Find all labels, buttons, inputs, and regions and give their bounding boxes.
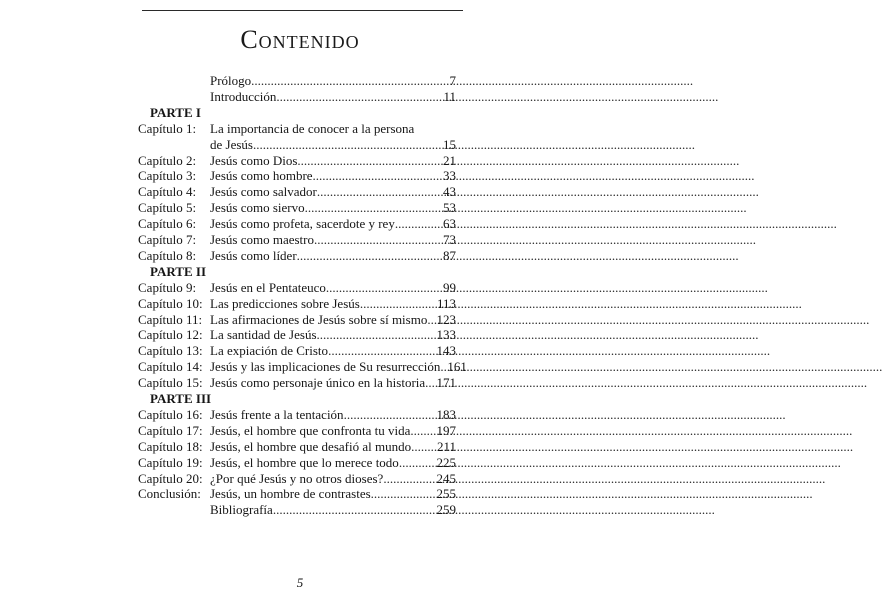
toc-entry bbox=[210, 327, 456, 343]
chapter-title: Las predicciones sobre Jesús bbox=[210, 295, 360, 311]
page-number-ref: 197 bbox=[436, 422, 456, 438]
toc-row bbox=[0, 153, 600, 169]
chapter-title: Jesús como salvador bbox=[210, 184, 317, 200]
page-number-ref: 113 bbox=[436, 295, 456, 311]
chapter-label: Capítulo 11: bbox=[138, 311, 203, 327]
toc-entry bbox=[210, 375, 456, 391]
toc-row bbox=[0, 248, 600, 264]
toc-entry bbox=[210, 439, 456, 455]
page-number-ref: 183 bbox=[436, 406, 456, 422]
toc-row bbox=[0, 200, 600, 216]
chapter-title: La expiación de Cristo bbox=[210, 343, 329, 359]
chapter-label: Capítulo 13: bbox=[138, 343, 203, 359]
toc-entry bbox=[210, 89, 456, 105]
toc-row bbox=[0, 343, 600, 359]
toc-row bbox=[0, 89, 600, 105]
dot-leader bbox=[427, 312, 435, 328]
dot-leader bbox=[305, 200, 442, 216]
chapter-label: Capítulo 8: bbox=[138, 247, 197, 263]
dot-leader bbox=[317, 184, 442, 200]
dot-leader bbox=[395, 216, 442, 232]
dot-leader bbox=[297, 248, 442, 264]
toc-row bbox=[0, 137, 600, 153]
page-number-ref: 171 bbox=[436, 375, 456, 391]
page-number-ref: 87 bbox=[443, 247, 456, 263]
toc-row bbox=[0, 327, 600, 343]
toc-entry bbox=[210, 359, 467, 375]
dot-leader bbox=[344, 407, 436, 423]
chapter-title: Jesús, un hombre de contrastes bbox=[210, 486, 371, 502]
toc-entry bbox=[210, 200, 456, 216]
toc-entry bbox=[210, 73, 456, 89]
page-number-ref: 245 bbox=[436, 470, 456, 486]
toc-entry bbox=[210, 248, 456, 264]
toc-entry bbox=[210, 471, 456, 487]
chapter-label: Capítulo 3: bbox=[138, 168, 197, 184]
dot-leader bbox=[411, 439, 436, 455]
chapter-label: Capítulo 20: bbox=[138, 470, 203, 486]
page-number-ref: 161 bbox=[447, 359, 467, 375]
dot-leader bbox=[425, 375, 435, 391]
toc-row bbox=[0, 423, 600, 439]
page-number-ref: 143 bbox=[436, 343, 456, 359]
dot-leader bbox=[360, 296, 436, 312]
toc-row bbox=[0, 296, 600, 312]
chapter-title: Las afirmaciones de Jesús sobre sí mismo bbox=[210, 311, 428, 327]
page-number: 5 bbox=[296, 575, 304, 590]
toc-row bbox=[0, 407, 600, 423]
toc-entry bbox=[210, 216, 456, 232]
toc-entry bbox=[210, 184, 456, 200]
chapter-label: Capítulo 15: bbox=[138, 375, 203, 391]
chapter-title: Bibliografía bbox=[210, 502, 273, 518]
page-number-ref: 15 bbox=[443, 136, 456, 152]
toc-row bbox=[0, 375, 600, 391]
toc-row bbox=[0, 184, 600, 200]
toc-row bbox=[0, 216, 600, 232]
toc-row bbox=[0, 471, 600, 487]
chapter-title: Jesús como maestro bbox=[210, 232, 314, 247]
chapter-title: Jesús frente a la tentación bbox=[210, 406, 344, 422]
page-title: Contenido bbox=[240, 25, 360, 54]
chapter-label: Capítulo 17: bbox=[138, 422, 203, 438]
dot-leader bbox=[399, 455, 436, 471]
page-number-ref: 63 bbox=[443, 216, 456, 232]
page-number-ref: 123 bbox=[436, 311, 456, 327]
toc-row bbox=[0, 391, 600, 407]
toc-row bbox=[0, 121, 600, 137]
chapter-title: Introducción bbox=[210, 88, 277, 104]
dot-leader bbox=[276, 89, 442, 105]
page-number-ref: 53 bbox=[443, 200, 456, 216]
toc-row bbox=[0, 232, 600, 248]
toc-entry bbox=[210, 280, 456, 296]
toc-entry bbox=[210, 486, 456, 502]
part-heading: PARTE III bbox=[150, 391, 212, 406]
chapter-title: Jesús como hombre bbox=[210, 168, 313, 184]
chapter-label: Capítulo 1: bbox=[138, 120, 197, 136]
page-number-ref: 73 bbox=[443, 232, 456, 247]
chapter-title: Jesús en el Pentateuco bbox=[210, 279, 326, 295]
page-number-ref: 225 bbox=[436, 454, 456, 470]
chapter-title: Jesús, el hombre que confronta tu vida bbox=[210, 422, 411, 438]
toc-entry bbox=[210, 502, 456, 518]
chapter-label: Capítulo 18: bbox=[138, 438, 203, 454]
chapter-title: Jesús como profeta, sacerdote y rey bbox=[210, 216, 395, 232]
toc-row bbox=[0, 280, 600, 296]
chapter-title: Prólogo bbox=[210, 73, 252, 88]
chapter-title: Jesús como siervo bbox=[210, 200, 305, 216]
dot-leader bbox=[326, 280, 442, 296]
dot-leader bbox=[371, 486, 436, 502]
page-number-ref: 255 bbox=[436, 486, 456, 502]
chapter-label: Capítulo 16: bbox=[138, 406, 203, 422]
toc-row bbox=[0, 105, 600, 121]
chapter-title: Jesús, el hombre que desafió al mundo bbox=[210, 438, 412, 454]
chapter-title: Jesús y las implicaciones de Su resurrección bbox=[210, 359, 441, 375]
chapter-label: Conclusión: bbox=[138, 486, 201, 502]
page-number-ref: 21 bbox=[443, 152, 456, 168]
dot-leader bbox=[313, 168, 442, 184]
chapter-title: Jesús, el hombre que lo merece todo bbox=[210, 454, 399, 470]
chapter-title: Jesús como líder bbox=[210, 247, 297, 263]
page-number-ref: 33 bbox=[443, 168, 456, 184]
page-number-ref: 43 bbox=[443, 184, 456, 200]
toc-entry bbox=[210, 455, 456, 471]
dot-leader bbox=[328, 343, 435, 359]
toc-row bbox=[0, 264, 600, 280]
chapter-label: Capítulo 5: bbox=[138, 200, 197, 216]
chapter-label: Capítulo 9: bbox=[138, 279, 197, 295]
chapter-label: Capítulo 6: bbox=[138, 216, 197, 232]
chapter-label: Capítulo 12: bbox=[138, 327, 203, 343]
page-number-ref: 99 bbox=[443, 279, 456, 295]
page-number-ref: 211 bbox=[436, 438, 456, 454]
dot-leader bbox=[314, 232, 442, 248]
toc-row bbox=[0, 486, 600, 502]
chapter-title: de Jesús bbox=[210, 136, 253, 152]
chapter-title: Jesús como personaje único en la historia bbox=[210, 375, 426, 391]
chapter-label: Capítulo 19: bbox=[138, 454, 203, 470]
toc-entry bbox=[210, 153, 456, 169]
dot-leader bbox=[383, 471, 435, 487]
toc-entry bbox=[210, 168, 456, 184]
chapter-label: Capítulo 7: bbox=[138, 232, 197, 247]
dot-leader bbox=[317, 327, 436, 343]
page-number-ref: 259 bbox=[436, 502, 456, 518]
dot-leader bbox=[251, 73, 448, 89]
toc-row bbox=[0, 73, 600, 89]
page-number-ref: 133 bbox=[436, 327, 456, 343]
chapter-label: Capítulo 2: bbox=[138, 152, 197, 168]
toc-entry bbox=[210, 423, 456, 439]
toc-row bbox=[0, 439, 600, 455]
page-number-ref: 11 bbox=[443, 88, 456, 104]
chapter-title: La importancia de conocer a la persona bbox=[210, 120, 415, 136]
part-heading: PARTE I bbox=[150, 104, 201, 120]
toc-row bbox=[0, 168, 600, 184]
dot-leader bbox=[297, 153, 442, 169]
toc-entry bbox=[210, 312, 456, 328]
toc-entry bbox=[210, 343, 456, 359]
chapter-label: Capítulo 10: bbox=[138, 295, 203, 311]
chapter-title: La santidad de Jesús bbox=[210, 327, 317, 343]
chapter-label: Capítulo 14: bbox=[138, 359, 203, 375]
chapter-title: Jesús como Dios bbox=[210, 152, 298, 168]
toc-entry bbox=[210, 296, 456, 312]
part-heading: PARTE II bbox=[150, 263, 207, 279]
dot-leader bbox=[253, 137, 442, 153]
toc-entry bbox=[210, 407, 456, 423]
chapter-title: ¿Por qué Jesús y no otros dioses? bbox=[210, 470, 384, 486]
toc-entry bbox=[210, 232, 456, 248]
dot-leader bbox=[273, 502, 436, 518]
toc-row bbox=[0, 502, 600, 518]
toc-row bbox=[0, 359, 600, 375]
toc-entry bbox=[210, 137, 456, 153]
toc-row bbox=[0, 312, 600, 328]
toc-row bbox=[0, 455, 600, 471]
page-number-ref: 7 bbox=[449, 73, 456, 88]
dot-leader bbox=[410, 423, 435, 439]
chapter-label: Capítulo 4: bbox=[138, 184, 197, 200]
